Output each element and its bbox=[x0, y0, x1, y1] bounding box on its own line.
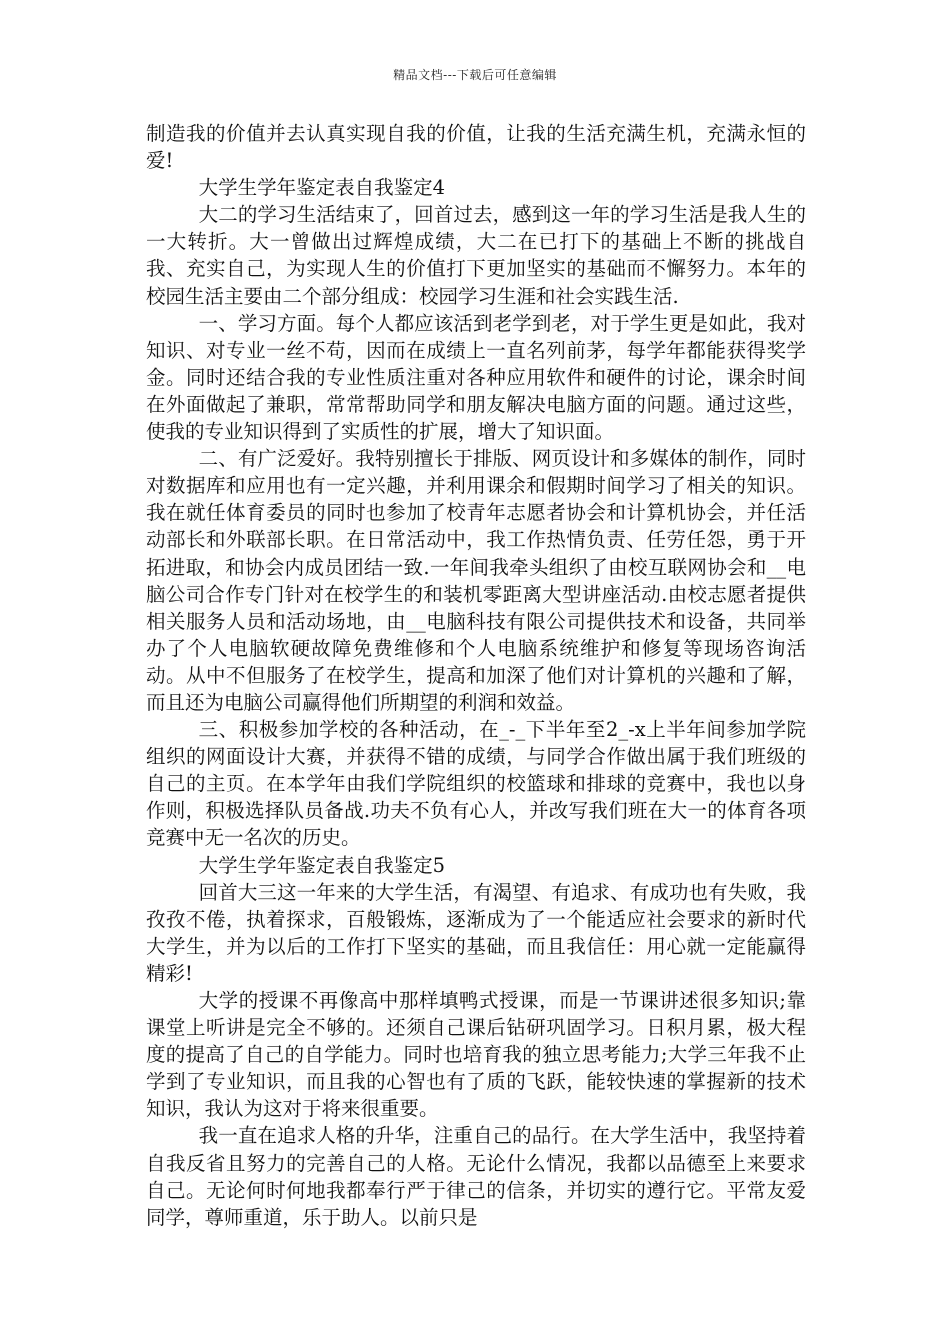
paragraph: 大二的学习生活结束了，回首过去，感到这一年的学习生活是我人生的一大转折。大一曾做出过辉煌成绩，大二在已打下的基础上不断的挑战自我、充实自己，为实现人生的价值打下更加坚实的基础而不懈努力。本年的校园生活主要由二个部分组成：校园学习生涯和社会实践生活. bbox=[146, 203, 806, 308]
section-heading: 大学生学年鉴定表自我鉴定4 bbox=[198, 176, 446, 200]
page-header: 精品文档---下载后可任意编辑 bbox=[393, 68, 557, 82]
paragraph: 一、学习方面。每个人都应该活到老学到老，对于学生更是如此，我对知识、对专业一丝不苟，因而在成绩上一直名列前茅，每学年都能获得奖学金。同时还结合我的专业性质注重对各种应用软件和硬件的讨论，课余时间在外面做起了兼职，常常帮助同学和朋友解决电脑方面的问题。通过这些，使我的专业知识得到了实质性的扩展，增大了知识面。 bbox=[146, 311, 806, 444]
paragraph: 制造我的价值并去认真实现自我的价值，让我的生活充满生机，充满永恒的爱! bbox=[146, 122, 806, 173]
document-body bbox=[146, 120, 806, 1231]
section-heading: 大学生学年鉴定表自我鉴定5 bbox=[198, 853, 446, 877]
paragraph: 二、有广泛爱好。我特别擅长于排版、网页设计和多媒体的制作，同时对数据库和应用也有一定兴趣，并利用课余和假期时间学习了相关的知识。我在就任体育委员的同时也参加了校青年志愿者协会和计算机协会，并任活动部长和外联部长职。在日常活动中，我工作热情负责、任劳任怨，勇于开拓进取，和协会内成员团结一致.一年间我牵头组织了由校互联网协会和__电脑公司合作专门针对在校学生的和装机零距离大型讲座活动.由校志愿者提供相关服务人员和活动场地，由__电脑科技有限公司提供技术和设备，共同举办了个人电脑软硬故障免费维修和个人电脑系统维护和修复等现场咨询活动。从中不但服务了在校学生，提高和加深了他们对计算机的兴趣和了解，而且还为电脑公司赢得他们所期望的利润和效益。 bbox=[146, 447, 806, 714]
paragraph: 回首大三这一年来的大学生活，有渴望、有追求、有成功也有失败，我孜孜不倦，执着探求，百般锻炼，逐渐成为了一个能适应社会要求的新时代大学生，并为以后的工作打下坚实的基础，而且我信任：用心就一定能赢得精彩! bbox=[146, 880, 806, 985]
paragraph: 三、积极参加学校的各种活动，在_-_下半年至2_-x上半年间参加学院组织的网面设计大赛，并获得不错的成绩，与同学合作做出属于我们班级的自己的主页。在本学年由我们学院组织的校篮球和排球的竞赛中，我也以身作则，积极选择队员备战.功夫不负有心人，并改写我们班在大一的体育各项竞赛中无一名次的历史。 bbox=[146, 718, 806, 850]
paragraph: 我一直在追求人格的升华，注重自己的品行。在大学生活中，我坚持着自我反省且努力的完善自己的人格。无论什么情况，我都以品德至上来要求自己。无论何时何地我都奉行严于律己的信条，并切实的遵行它。平常友爱同学，尊师重道，乐于助人。以前只是 bbox=[146, 1124, 806, 1229]
paragraph: 大学的授课不再像高中那样填鸭式授课，而是一节课讲述很多知识;靠课堂上听讲是完全不够的。还须自己课后钻研巩固学习。日积月累，极大程度的提高了自己的自学能力。同时也培育我的独立思考能力;大学三年我不止学到了专业知识，而且我的心智也有了质的飞跃，能较快速的掌握新的技术知识，我认为这对于将来很重要。 bbox=[146, 989, 806, 1121]
